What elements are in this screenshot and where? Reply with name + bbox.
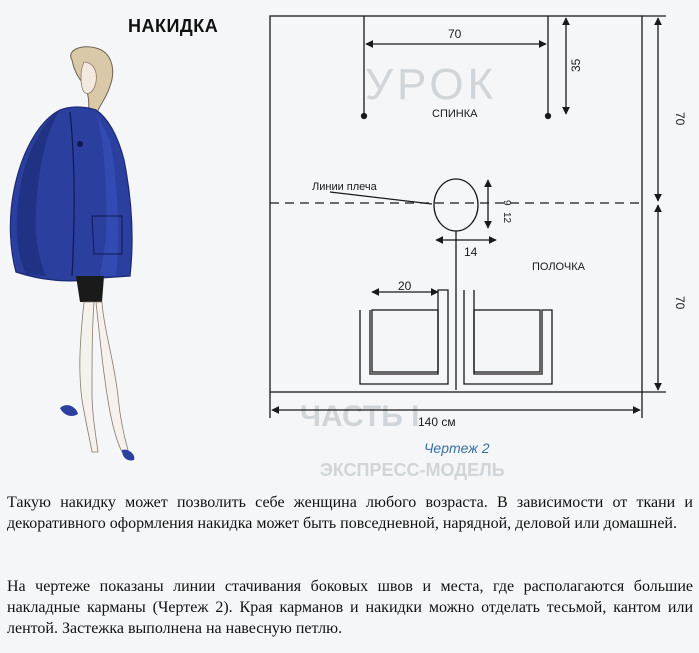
dim-70-right-bottom: 70: [673, 296, 687, 310]
dim-70-top: 70: [448, 27, 462, 41]
dim-70-right-top: 70: [673, 112, 687, 126]
dim-12: 12: [501, 212, 512, 224]
page-title: НАКИДКА: [128, 16, 219, 36]
dim-35: 35: [569, 58, 583, 72]
pocket-right: [474, 310, 540, 372]
label-shoulder-line: Линии плеча: [312, 181, 377, 193]
diagram-caption: Чертеж 2: [424, 440, 490, 456]
dim-20: 20: [398, 279, 412, 293]
dim-140: 140 см: [418, 415, 456, 429]
pocket-left-outline: [360, 290, 448, 384]
paragraph-intro: Такую накидку может позволить себе женщина любого возраста. В зависимости от ткани и декоративного оформления накидка может быть повседневной, нарядной, деловой или домашней.: [7, 494, 693, 532]
pocket-right-outline: [464, 290, 552, 384]
pocket-left: [372, 310, 438, 372]
label-back: СПИНКА: [432, 108, 478, 120]
dim-9: 9: [501, 200, 512, 206]
dim-14: 14: [464, 245, 478, 259]
paragraph-details: На чертеже показаны линии стачивания боковых швов и места, где располагаются большие накладные карманы (Чертеж 2). Края карманов и накидки можно отделать тесьмой, кантом или лентой. Застежка выполнена на навесную петлю.: [7, 578, 693, 637]
label-front: ПОЛОЧКА: [532, 261, 585, 273]
neck-opening: [434, 179, 478, 231]
